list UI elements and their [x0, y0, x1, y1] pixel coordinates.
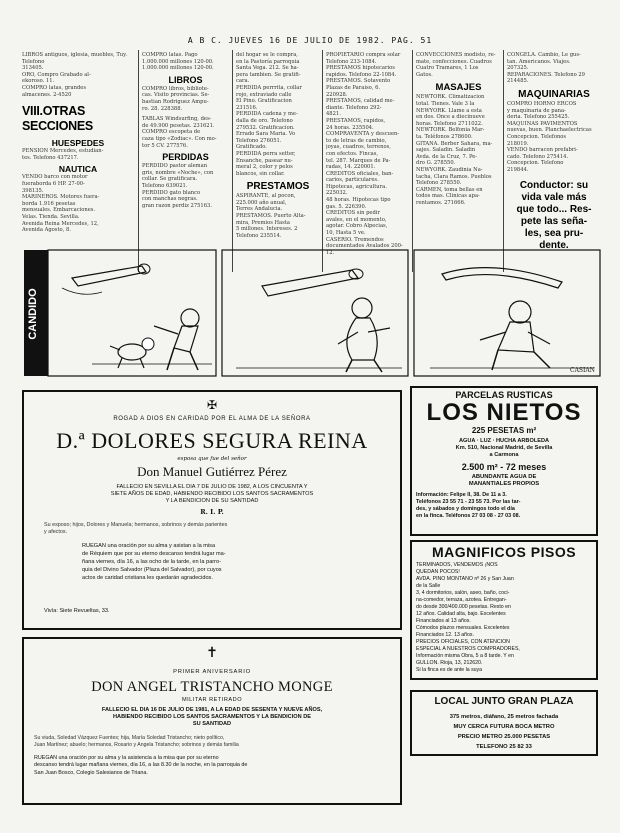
text-line: 3, 4 dormitorios, salón, aseo, baño, coci- [416, 590, 510, 596]
nautica-heading: NAUTICA [58, 164, 98, 175]
text-line: 1.000.000 millones 120-00. [142, 65, 214, 72]
text-line: LIBROS antiguos, iglesia, muebles, Tuy. Telefono [22, 52, 128, 65]
conductor-line: que todo... Res- [516, 203, 592, 215]
text-line: meral 2, color y pelos [236, 164, 293, 171]
text-line: horas. Telefono 2711022. [416, 120, 483, 127]
text-line: 12 años. Calidad alta, bajo. Excelentes [416, 611, 506, 617]
text-line: Velas. Tienda. Sevilla. [22, 213, 80, 220]
obit2-title: MILITAR RETIRADO [181, 697, 243, 703]
text-line: avales, en el momento, [326, 216, 387, 223]
obit1-family [44, 522, 388, 536]
text-line: carios, particulares. [326, 177, 379, 184]
text-line: NEWTORK. Climatizacion [416, 94, 485, 101]
text-line: COMPRO latas, grandes [22, 84, 87, 91]
obit1-death-notice [34, 484, 390, 505]
conductor-line: dente. [539, 239, 569, 251]
text-line: PRECIO METRO 25.000 PESETAS [457, 734, 551, 740]
text-line: Hipotecas, agricultura. [326, 183, 387, 190]
text-line: descanso tendrá lugar mañana viernes, día 16, a las 8.30 de la noche, en la parroquia de [34, 762, 248, 769]
obituary-tristancho [22, 637, 402, 805]
section-heading: VIII.OTRAS SECCIONES [22, 104, 93, 134]
text-line: gris, nombre «Noche», con [142, 169, 214, 176]
text-line: PRESTAMOS. Sotavento [326, 78, 391, 85]
conductor-notice [507, 180, 601, 252]
text-line: CONGELA. Cambio, Le gus- [507, 52, 581, 58]
nietos-lines [416, 438, 592, 460]
text-line: Información: Felipe II, 38. De 11 a 3. [416, 492, 507, 498]
text-line: borda 1.916 pesetas [22, 200, 76, 207]
text-line: San Juan Bosco, Colegio Salesianos de Triana. [34, 769, 148, 776]
conductor-line: pete las seña- [520, 215, 588, 227]
ad-los-nietos [410, 386, 598, 536]
maquinarias-heading: MAQUINARIAS [518, 88, 590, 100]
text-line: Juan Martínez; abuelo; hermanos, Rosario y Angela Tristancho; sobrinos y demás familia [34, 742, 239, 748]
text-line: 219844. [507, 166, 529, 173]
text-line: cara. [236, 78, 250, 85]
nietos-parcel: 2.500 m² - 72 meses [461, 462, 547, 472]
classifieds-col-5 [416, 52, 501, 206]
text-line: en dos. Once a diecinueve [416, 114, 485, 121]
text-line: caza tipo «Zodiac». Con mo- [142, 135, 217, 142]
text-line: Telefono 278550. [416, 180, 462, 187]
conductor-line: Conductor: su [519, 179, 589, 191]
text-line: El Pino. Gratificacion [236, 98, 292, 105]
nietos-name: LOS NIETOS [426, 399, 582, 426]
text-line: 4821. [326, 111, 341, 118]
text-line: Telefono 233-1084. [326, 58, 377, 65]
text-line: bastian Rodriguez Ampu- [142, 98, 209, 105]
text-line: total. Tienes. Vale 3 la [416, 100, 475, 107]
text-line: Si la finca es de ante la suya [416, 667, 483, 673]
text-line: radas, 14. 220001. [326, 164, 376, 171]
text-line: COMPRO HORNO ERCOS [507, 100, 577, 107]
nietos-info [416, 492, 592, 520]
text-line: PRESTAMOS, rapidos, [326, 117, 386, 124]
text-line: Cuatro Tramares, 1 Los [416, 65, 479, 72]
text-line: de la Salle [416, 583, 441, 589]
cross-icon: ✠ [206, 398, 218, 412]
text-line: con manchas negras. [142, 196, 198, 203]
text-line: HABIENDO RECIBIDO LOS SANTOS SACRAMENTOS Y LA BENDICION DE [113, 714, 311, 720]
obit2-request [34, 755, 390, 777]
text-line: 24 horas. 235504. [326, 124, 374, 131]
text-line: na-comedor, terraza, azotea. Entregan- [416, 597, 507, 603]
comic-strip [22, 248, 604, 380]
text-line: en la finca. Teléfonos 27 03 08 - 27 03 08. [416, 513, 521, 519]
text-line: cado. Telefono 275414. [507, 153, 569, 160]
text-line: ASPIRANTE, al pocon, [236, 193, 296, 200]
text-line: deria. Telefono 255425. [507, 114, 570, 121]
obituary-segura [22, 390, 402, 630]
text-line: mira, Premios Hasta [236, 219, 290, 226]
text-line: Avenida Agosto, 8. [22, 227, 71, 234]
text-line: Errado Sara Maria. Vo [236, 131, 296, 138]
nietos-water [416, 474, 592, 488]
text-line: RUEGAN una oración por su alma y asistan a la misa [82, 543, 216, 549]
text-line: PERDIDA perrrita, collar [236, 84, 302, 91]
text-line: mate, confecciones. Cuadros [416, 58, 492, 65]
text-line: blancos, sin collar. [236, 170, 285, 177]
text-line: 214485. [507, 78, 529, 85]
text-line: COMPRO latas. Pago [142, 52, 198, 58]
text-line: CASERIO. Tremendos [326, 236, 384, 243]
text-line: Teléfonos 23 55 71 - 23 55 73. Por las tar- [416, 499, 521, 505]
text-line: Gratificado. [236, 144, 267, 151]
text-line: TERMINADOS, VENDEMOS ¡NOS [416, 562, 498, 568]
text-line: SIETE AÑOS DE EDAD, HABIENDO RECIBIDO LOS SANTOS SACRAMENTOS [110, 491, 314, 497]
text-line: 207325. [507, 65, 529, 72]
text-line: PRECIOS OFICIALES, CON ATENCION [416, 639, 510, 645]
classifieds-col-6 [507, 52, 601, 252]
text-line: gas. 5. 226390. [326, 203, 367, 210]
text-line: des, y sábados y domingos todo el día [416, 506, 515, 512]
text-line: Financiados 12. 13 años. [416, 632, 474, 638]
text-line: VENDO barracon prefabri- [507, 147, 578, 154]
text-line: rentamos. 271666. [416, 199, 466, 206]
text-line: tor 5 CV. 277576. [142, 142, 188, 149]
text-line: en la Pastoría parroquia [236, 58, 300, 65]
text-line: sajes. Saladin. Saladin [416, 147, 476, 154]
text-line: PENSION Mercedes, estudian- [22, 148, 104, 155]
masajes-heading: MASAJES [435, 82, 482, 94]
text-line: ORO, Compro Grabado al- [22, 71, 91, 78]
text-line: a Carmona [489, 452, 519, 459]
text-line: Y LA BENDICION DE SU SANTIDAD [165, 498, 259, 504]
text-line: PERDIDO gato blanco [142, 189, 201, 196]
text-line: TABLAS Windsurfing, des- [142, 116, 212, 123]
text-line: tan. Americanos. Viajes. [507, 58, 571, 65]
prestamos-heading: PRESTAMOS [246, 181, 310, 193]
text-line: CREDITOS sin pedir [326, 210, 380, 217]
text-line: 1.000.000 millones 120-00. [142, 58, 214, 65]
text-line: NEWTORK. Belfonia Mar- [416, 127, 485, 134]
local-title: LOCAL JUNTO GRAN PLAZA [434, 696, 574, 707]
text-line: PRESTAMOS. Puerto Alta- [236, 213, 306, 220]
text-line: Avenida Reina Mercedes, 12, [22, 220, 99, 227]
text-line: Plazas de Paraiso, 6. [326, 84, 381, 91]
text-line: collar. Se gratificara. [142, 176, 198, 183]
text-line: Concepcion. Telefonos [507, 133, 567, 140]
obit2-anniversary: PRIMER ANIVERSARIO [173, 669, 251, 675]
text-line: ABUNDANTE AGUA DE [471, 474, 537, 480]
text-line: 48 horas. Hipotecas tipo [326, 197, 391, 204]
text-line: cas. Visito provincias. Se- [142, 92, 210, 99]
text-line: TELEFONO 25 82 33 [476, 744, 532, 750]
text-line: agotar. Cobro Alpecias, [326, 223, 388, 230]
text-line: documentados Avalados 200-12. [326, 243, 403, 256]
text-line: dro G. 278550. [416, 160, 456, 167]
text-line: MARINEROS. Motores fuera- [22, 194, 100, 201]
page-header: A B C. JUEVES 16 DE JULIO DE 1982. PAG. 51 [187, 36, 433, 45]
text-line: tes. Telefono 437217. [22, 154, 79, 161]
text-line: PERDIDA cadena y me- [236, 111, 298, 118]
text-line: Telefono 639021. [142, 182, 188, 189]
text-line: de 49.900 pesetas. 231621. [142, 122, 215, 129]
text-line: Telefono 235514. [236, 232, 282, 239]
text-line: FALLECIO EN SEVILLA EL DIA 7 DE JULIO DE 1982, A LOS CINCUENTA Y [116, 484, 308, 490]
classifieds-col-3 [236, 52, 320, 239]
text-line: GITANA. Berber Sahara, ma- [416, 140, 493, 147]
text-line: Su viuda, Soledad Vázquez Fuentes; hija, María Soledad Tristancho; nieto político, [34, 735, 225, 741]
obit2-name: DON ANGEL TRISTANCHO MONGE [91, 679, 333, 695]
text-line: do desde 300/400.000 pesetas. Resto en [416, 604, 511, 610]
pisos-title: MAGNIFICOS PISOS [431, 544, 577, 560]
text-line: REPARACIONES. Telefono 29 [507, 71, 585, 78]
text-line: CONVECCIONES modisto, re- [416, 52, 496, 58]
text-line: quia del Divino Salvador (Plaza del Salvador), por cuyos [82, 567, 222, 573]
text-line: CREDITOS oficiales, ban- [326, 170, 394, 177]
text-line: ñana viernes, día 16, a las ocho de la tarde, en la parro- [82, 559, 221, 565]
classifieds-col-2 [142, 52, 229, 209]
text-line: Km. 510, Nacional Madrid, de Sevilla [455, 445, 553, 452]
text-line: MUY CERCA FUTURA BOCA METRO [453, 724, 555, 730]
text-line: 225032. [326, 190, 348, 197]
obit1-request [82, 542, 388, 582]
text-line: SU SANTIDAD [192, 721, 232, 727]
conductor-line: vida vale más [521, 191, 587, 203]
text-line: con efectos. Fincas, [326, 150, 379, 157]
classifieds-col-4 [326, 52, 410, 256]
text-line: rapidos. Telefono 22-1084. [326, 71, 397, 78]
text-line: y maquinaria de pana- [507, 107, 566, 114]
text-line: Terres Andalucia. [236, 206, 283, 213]
classifieds-col-1 [22, 52, 134, 234]
conductor-line: les, sea pru- [524, 227, 584, 239]
text-line: Ensanche, pasear nu- [236, 157, 293, 164]
nietos-price: 225 PESETAS m² [471, 426, 537, 435]
text-line: NEWYORK. Zaudinia Na- [416, 166, 483, 173]
text-line: MAQUINAS PAVIMENTOS [507, 120, 578, 127]
text-line: CARMEN, toma bellas en [416, 186, 483, 193]
text-line: FALLECIO EL DIA 16 DE JULIO DE 1981, A LA EDAD DE SESENTA Y NUEVE AÑOS, [101, 707, 323, 713]
text-line: tel. 287. Marques de Pa- [326, 157, 391, 164]
text-line: VENDO barco con motor [22, 174, 88, 181]
strip-label: CANDIDO [27, 288, 39, 340]
obit2-family [34, 735, 390, 749]
obit1-rip: R. I. P. [200, 508, 224, 516]
text-line: pera tambien. Se gratifi- [236, 71, 301, 78]
text-line: QUEDAN POCOS! [416, 569, 460, 575]
text-line: joyas, cuadros, terrenos, [326, 144, 391, 151]
text-line: actos de caridad cristiana les quedarán agradecidos. [82, 575, 213, 581]
text-line: to de letras de cambio, [326, 137, 387, 144]
huespedes-heading: HUESPEDES [51, 138, 105, 149]
text-line: 225.000 año anual, [236, 199, 287, 206]
text-line: del hogar se le compra, [236, 52, 298, 58]
obit1-spouse-label: esposa que fue del señor [177, 456, 247, 462]
strip-signature: CASIAN [570, 367, 595, 374]
text-line: RUEGAN una oración por su alma y la asistencia a la misa que por su eterno [34, 755, 219, 761]
text-line: Santa Vega. 212. Se ha- [236, 65, 299, 72]
text-line: ESPECIAL A NUESTROS COMPRADORES, [416, 646, 520, 652]
text-line: 220928. [326, 91, 348, 98]
text-line: rojo, extraviado calle [236, 91, 292, 98]
text-line: 10, Hasta 5 ve. [326, 230, 366, 237]
text-line: AGUA · LUZ · HUCHA ARBOLEDA [458, 438, 550, 444]
text-line: 398135. [22, 187, 44, 194]
text-line: Gatos. [416, 71, 433, 78]
text-line: ro. 28. 228388. [142, 105, 183, 112]
obit1-intro: ROGAD A DIOS EN CARIDAD POR EL ALMA DE LA SEÑORA [113, 416, 311, 422]
text-line: PERDIDA perra setter, [236, 150, 296, 157]
text-line: Avda. de la Cruz, 7. Pe- [416, 153, 478, 160]
text-line: COMPRO libros, bibliote- [142, 85, 209, 92]
text-line: AVDA. PINO MONTANO nº 26 y San Juan [416, 576, 514, 582]
text-line: 375 metros, diáfano, 25 metros fachada [449, 714, 559, 720]
text-line: nuevas, buen. Planchaelectricas [507, 127, 592, 134]
libros-heading: LIBROS [168, 74, 203, 85]
text-line: gran razon perdiz 275163. [142, 202, 212, 209]
text-line: COMPRO escopeta de [142, 129, 201, 136]
text-line: todos mas. Clinicas apa- [416, 193, 480, 200]
text-line: Concepcion. Telefono [507, 160, 564, 167]
text-line: Su esposo; hijos, Dolores y Manuela; hermanos, sobrinos y demás parientes [44, 522, 228, 528]
text-line: NEWYORK. Llame a esta [416, 107, 482, 114]
ad-local [410, 690, 598, 756]
text-line: PERDIDO pastor aleman [142, 163, 208, 170]
text-line: 5 millones. Intereses. 2 [236, 226, 298, 233]
latin-cross-icon: ✝ [206, 645, 218, 661]
text-line: PRESTAMOS hipotecarios [326, 65, 395, 72]
obit1-name: D.ª DOLORES SEGURA REINA [56, 428, 368, 453]
nietos-top: PARCELAS RUSTICAS [455, 390, 553, 400]
text-line: Información misma Obra, 5 a 8 tarde. Y en [416, 653, 514, 659]
text-line: y afectos. [44, 529, 68, 535]
text-line: PRESTAMOS, calidad me- [326, 98, 395, 105]
text-line: Cómodos plazos mensuales. Excelentes [416, 625, 510, 631]
obit2-death-notice [30, 707, 394, 728]
text-line: PROPIETARIO compra solar [326, 52, 401, 58]
text-line: 313405. [22, 65, 44, 72]
text-line: ekoroso. 11. [22, 78, 55, 85]
pisos-lines [416, 562, 592, 674]
text-line: MANANTIALES PROPIOS [468, 481, 540, 488]
text-line: GULLON. Rioja, 13, 212620. [416, 660, 483, 666]
text-line: COMPRAVENTA y descuen- [326, 131, 400, 138]
text-line: almacenes. 2-4520 [22, 91, 72, 98]
text-line: Financiados al 13 años. [416, 618, 471, 624]
local-lines [416, 712, 592, 752]
text-line: ta. Teléfonos 278600. [416, 133, 473, 140]
text-line: 218019. [507, 140, 529, 147]
ad-pisos [410, 540, 598, 680]
text-line: dalla de oro. Telefono [236, 117, 293, 124]
text-line: de Réquiem que por su eterno descanso tendrá lugar ma- [82, 551, 226, 557]
obit1-address: Vivía: Siete Revueltas, 33. [44, 608, 110, 614]
text-line: tacha, Clara Ramos. Pueblos [416, 173, 492, 180]
obit1-spouse: Don Manuel Gutiérrez Pérez [137, 464, 287, 479]
text-line: diante. Telefono 292- [326, 104, 382, 111]
text-line: fueraborda 6 HP. 27-00- [22, 180, 85, 187]
text-line: 279532. Gratificacion. [236, 124, 295, 131]
perdidas-heading: PERDIDAS [162, 152, 209, 163]
text-line: mensuales. Embarcaciones. [22, 207, 96, 214]
text-line: 231516. [236, 104, 258, 111]
text-line: Telefono 276051. [236, 137, 282, 144]
